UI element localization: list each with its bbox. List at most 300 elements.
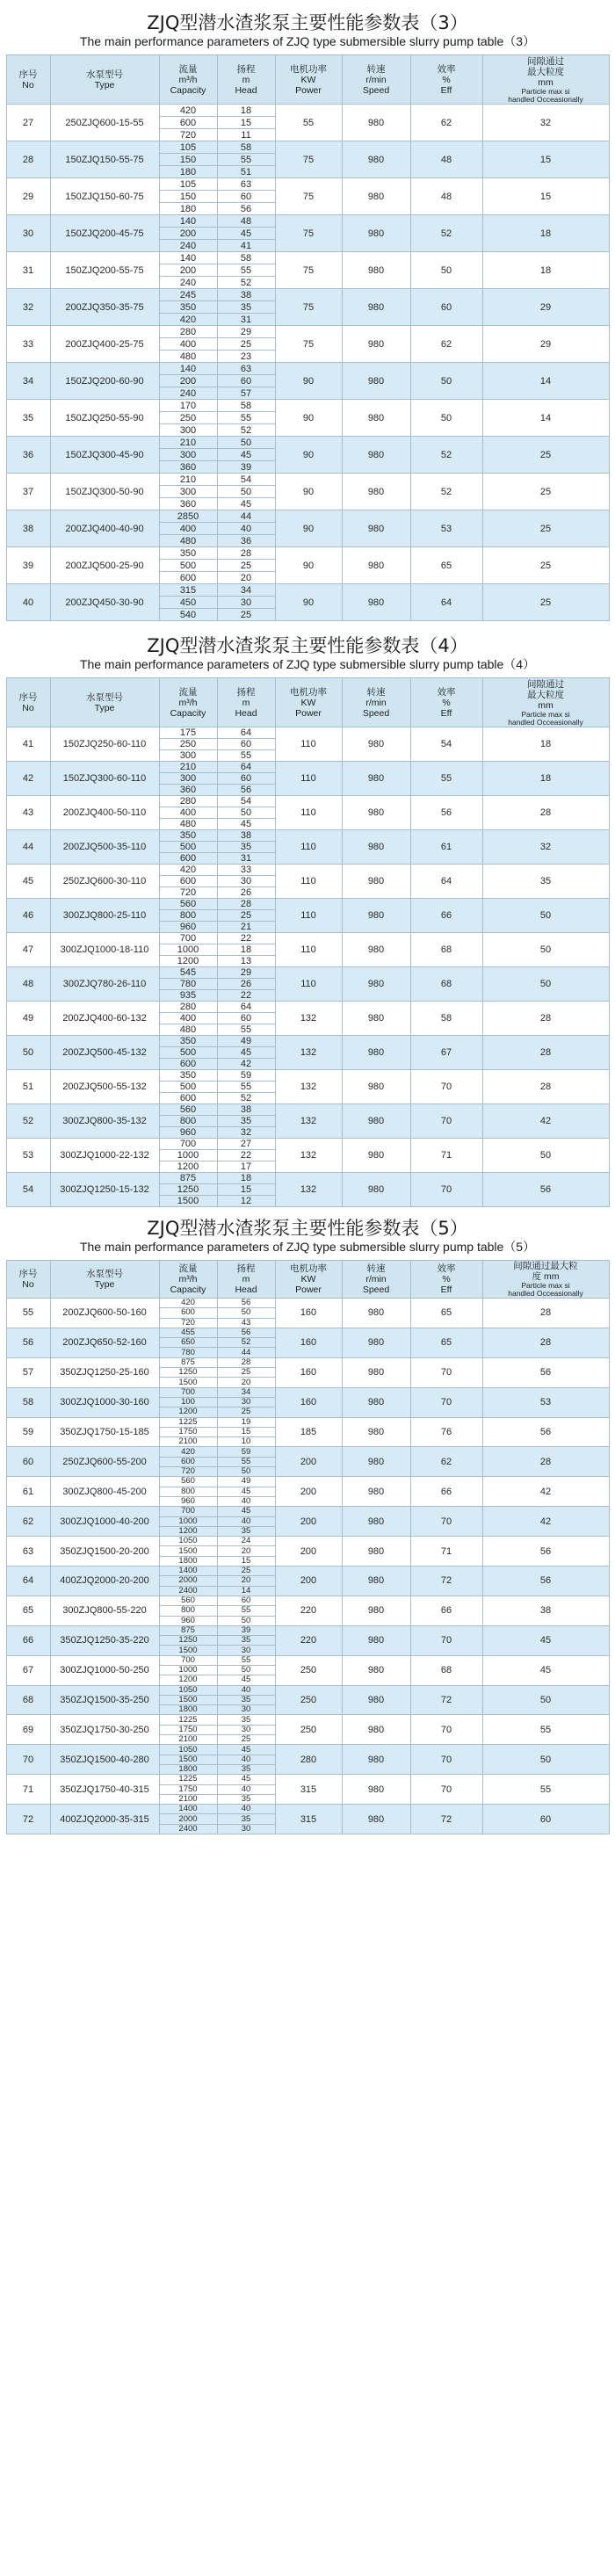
cell-speed: 980 — [342, 1139, 410, 1173]
cell-capacity: 240 — [159, 387, 217, 400]
cell-eff: 70 — [410, 1715, 482, 1745]
table-row — [6, 584, 609, 597]
cell-capacity: 420 — [159, 1447, 217, 1457]
header-eff-line: Eff — [440, 1284, 452, 1295]
cell-capacity: 2100 — [159, 1794, 217, 1804]
table-row — [6, 1417, 609, 1427]
cell-head: 52 — [217, 1338, 275, 1348]
cell-particle: 50 — [482, 933, 609, 967]
cell-power: 132 — [275, 1002, 342, 1036]
table-row — [6, 762, 609, 773]
cell-head: 40 — [217, 1516, 275, 1526]
cell-power: 132 — [275, 1139, 342, 1173]
table-row — [6, 1596, 609, 1605]
cell-no: 44 — [6, 830, 50, 865]
cell-capacity: 700 — [159, 1387, 217, 1397]
header-eff — [410, 1261, 482, 1299]
cell-eff: 70 — [410, 1745, 482, 1775]
cell-type: 350ZJQ1750-40-315 — [50, 1775, 159, 1805]
cell-capacity: 455 — [159, 1328, 217, 1337]
cell-eff: 67 — [410, 1036, 482, 1070]
cell-capacity: 960 — [159, 922, 217, 933]
cell-no: 51 — [6, 1070, 50, 1104]
cell-speed: 980 — [342, 1447, 410, 1477]
cell-head: 35 — [217, 1715, 275, 1725]
cell-capacity: 300 — [159, 773, 217, 785]
cell-particle: 42 — [482, 1507, 609, 1537]
cell-head: 60 — [217, 1596, 275, 1605]
header-eff-line: 效率 — [437, 1263, 456, 1274]
cell-capacity: 1400 — [159, 1805, 217, 1814]
cell-particle: 18 — [482, 762, 609, 796]
cell-power: 110 — [275, 762, 342, 796]
cell-eff: 48 — [410, 178, 482, 215]
cell-head: 25 — [217, 1735, 275, 1745]
header-head-line: m — [242, 1274, 250, 1284]
cell-head: 60 — [217, 739, 275, 750]
cell-capacity: 1500 — [159, 1755, 217, 1764]
cell-type: 300ZJQ1000-22-132 — [50, 1139, 159, 1173]
cell-particle: 14 — [482, 400, 609, 437]
table-row — [6, 1387, 609, 1397]
cell-power: 75 — [275, 215, 342, 252]
cell-speed: 980 — [342, 727, 410, 762]
table-row — [6, 1104, 609, 1116]
header-particle-line: 度 mm — [532, 1271, 560, 1282]
cell-power: 132 — [275, 1173, 342, 1207]
table-row — [6, 1328, 609, 1337]
cell-power: 200 — [275, 1447, 342, 1477]
header-type-line: 水泵型号 — [86, 69, 123, 80]
cell-type: 150ZJQ150-55-75 — [50, 141, 159, 178]
cell-head: 32 — [217, 1127, 275, 1139]
cell-head: 59 — [217, 1070, 275, 1082]
cell-power: 132 — [275, 1070, 342, 1104]
header-capacity-line: m³/h — [178, 697, 198, 708]
cell-capacity: 140 — [159, 363, 217, 375]
cell-eff: 70 — [410, 1507, 482, 1537]
cell-no: 49 — [6, 1002, 50, 1036]
header-capacity — [159, 678, 217, 727]
cell-particle: 55 — [482, 1775, 609, 1805]
cell-head: 35 — [217, 1636, 275, 1646]
cell-head: 60 — [217, 773, 275, 785]
cell-particle: 32 — [482, 105, 609, 141]
cell-head: 35 — [217, 301, 275, 314]
cell-eff: 66 — [410, 1477, 482, 1507]
table-row — [6, 1567, 609, 1576]
cell-eff: 48 — [410, 141, 482, 178]
cell-head: 21 — [217, 922, 275, 933]
cell-capacity: 875 — [159, 1625, 217, 1635]
cell-particle: 29 — [482, 289, 609, 326]
header-eff-line: % — [442, 1274, 451, 1284]
cell-eff: 50 — [410, 252, 482, 289]
table-row — [6, 400, 609, 412]
cell-capacity: 560 — [159, 1477, 217, 1487]
cell-capacity: 1000 — [159, 1665, 217, 1675]
cell-capacity: 150 — [159, 191, 217, 203]
cell-no: 59 — [6, 1417, 50, 1447]
cell-speed: 980 — [342, 289, 410, 326]
cell-no: 56 — [6, 1328, 50, 1357]
table-row — [6, 1299, 609, 1308]
cell-eff: 71 — [410, 1139, 482, 1173]
header-head-line: Head — [235, 84, 257, 96]
table-row — [6, 1655, 609, 1665]
cell-type: 300ZJQ1250-15-132 — [50, 1173, 159, 1207]
cell-head: 17 — [217, 1161, 275, 1173]
cell-head: 35 — [217, 1794, 275, 1804]
table-row — [6, 215, 609, 228]
cell-speed: 980 — [342, 363, 410, 400]
table-row — [6, 474, 609, 486]
cell-particle: 32 — [482, 830, 609, 865]
table-row — [6, 1507, 609, 1516]
cell-capacity: 875 — [159, 1357, 217, 1367]
cell-head: 31 — [217, 314, 275, 326]
cell-head: 26 — [217, 887, 275, 899]
cell-type: 150ZJQ200-60-90 — [50, 363, 159, 400]
cell-capacity: 1500 — [159, 1378, 217, 1387]
cell-head: 30 — [217, 1397, 275, 1407]
cell-power: 75 — [275, 252, 342, 289]
cell-speed: 980 — [342, 105, 410, 141]
table-row — [6, 899, 609, 910]
cell-eff: 64 — [410, 584, 482, 621]
cell-capacity: 200 — [159, 264, 217, 277]
cell-power: 250 — [275, 1715, 342, 1745]
cell-power: 90 — [275, 547, 342, 584]
cell-particle: 28 — [482, 1002, 609, 1036]
cell-speed: 980 — [342, 1173, 410, 1207]
cell-eff: 52 — [410, 215, 482, 252]
table-row — [6, 1625, 609, 1635]
table-row — [6, 105, 609, 117]
cell-particle: 25 — [482, 437, 609, 474]
header-particle-line: 间隙通过 — [527, 678, 564, 690]
cell-head: 35 — [217, 1695, 275, 1704]
cell-no: 27 — [6, 105, 50, 141]
header-type-line: Type — [94, 1279, 115, 1290]
cell-speed: 980 — [342, 510, 410, 547]
header-capacity-line: m³/h — [178, 1274, 198, 1284]
header-no — [6, 1261, 50, 1299]
cell-no: 72 — [6, 1805, 50, 1834]
cell-capacity: 280 — [159, 796, 217, 807]
cell-head: 15 — [217, 1427, 275, 1436]
cell-head: 11 — [217, 129, 275, 141]
cell-particle: 14 — [482, 363, 609, 400]
cell-capacity: 400 — [159, 338, 217, 351]
cell-head: 55 — [217, 412, 275, 424]
cell-speed: 980 — [342, 967, 410, 1002]
cell-capacity: 600 — [159, 853, 217, 865]
cell-head: 30 — [217, 1725, 275, 1734]
cell-head: 63 — [217, 363, 275, 375]
cell-type: 300ZJQ1000-40-200 — [50, 1507, 159, 1537]
section-title-cn: ZJQ型潜水渣浆泵主要性能参数表（5） — [147, 1218, 468, 1239]
cell-power: 75 — [275, 289, 342, 326]
cell-particle: 60 — [482, 1805, 609, 1834]
cell-capacity: 600 — [159, 117, 217, 129]
header-head — [217, 678, 275, 727]
header-particle — [482, 678, 609, 727]
cell-type: 300ZJQ1000-18-110 — [50, 933, 159, 967]
cell-speed: 980 — [342, 1104, 410, 1139]
cell-capacity: 1800 — [159, 1705, 217, 1715]
cell-speed: 980 — [342, 1002, 410, 1036]
header-power-line: KW — [300, 74, 316, 85]
header-type-line: 水泵型号 — [86, 1269, 123, 1279]
cell-speed: 980 — [342, 1299, 410, 1328]
cell-no: 71 — [6, 1775, 50, 1805]
header-particle-line: Particle max si — [521, 709, 570, 719]
cell-capacity: 2850 — [159, 510, 217, 523]
cell-head: 45 — [217, 1487, 275, 1496]
cell-no: 48 — [6, 967, 50, 1002]
cell-head: 50 — [217, 1308, 275, 1318]
table-row — [6, 510, 609, 523]
cell-capacity: 700 — [159, 933, 217, 944]
performance-table — [6, 54, 610, 621]
cell-head: 44 — [217, 510, 275, 523]
table-row — [6, 1715, 609, 1725]
cell-type: 200ZJQ500-25-90 — [50, 547, 159, 584]
cell-eff: 68 — [410, 967, 482, 1002]
cell-power: 200 — [275, 1567, 342, 1596]
cell-head: 25 — [217, 609, 275, 621]
cell-type: 350ZJQ1500-40-280 — [50, 1745, 159, 1775]
cell-head: 25 — [217, 560, 275, 572]
cell-no: 31 — [6, 252, 50, 289]
cell-capacity: 180 — [159, 203, 217, 215]
cell-no: 35 — [6, 400, 50, 437]
cell-eff: 71 — [410, 1537, 482, 1567]
header-capacity-line: 流量 — [178, 1263, 198, 1274]
cell-capacity: 875 — [159, 1173, 217, 1184]
header-row — [6, 678, 609, 727]
cell-type: 400ZJQ2000-20-200 — [50, 1567, 159, 1596]
header-no-line: No — [22, 1279, 34, 1290]
cell-capacity: 500 — [159, 842, 217, 853]
cell-eff: 70 — [410, 1070, 482, 1104]
table-section-4 — [5, 621, 610, 1207]
cell-particle: 28 — [482, 1447, 609, 1477]
table-row — [6, 1002, 609, 1013]
cell-no: 61 — [6, 1477, 50, 1507]
cell-speed: 980 — [342, 437, 410, 474]
table-section-3 — [5, 0, 610, 621]
cell-eff: 56 — [410, 796, 482, 830]
cell-power: 110 — [275, 865, 342, 899]
cell-type: 300ZJQ800-25-110 — [50, 899, 159, 933]
cell-head: 14 — [217, 1586, 275, 1596]
cell-head: 54 — [217, 474, 275, 486]
cell-capacity: 1500 — [159, 1546, 217, 1556]
cell-type: 200ZJQ400-60-132 — [50, 1002, 159, 1036]
cell-head: 28 — [217, 547, 275, 560]
cell-head: 20 — [217, 1546, 275, 1556]
cell-head: 35 — [217, 842, 275, 853]
cell-head: 40 — [217, 523, 275, 535]
header-power — [275, 55, 342, 105]
cell-head: 18 — [217, 944, 275, 956]
cell-head: 19 — [217, 1417, 275, 1427]
cell-capacity: 2000 — [159, 1814, 217, 1824]
cell-capacity: 800 — [159, 1606, 217, 1616]
cell-speed: 980 — [342, 1625, 410, 1655]
cell-capacity: 780 — [159, 979, 217, 990]
cell-head: 28 — [217, 1357, 275, 1367]
cell-head: 55 — [217, 264, 275, 277]
cell-power: 75 — [275, 178, 342, 215]
cell-head: 34 — [217, 584, 275, 597]
cell-particle: 55 — [482, 1715, 609, 1745]
header-speed-line: Speed — [362, 707, 390, 719]
header-capacity-line: Capacity — [170, 1284, 206, 1295]
cell-head: 50 — [217, 1616, 275, 1625]
header-capacity-line: 流量 — [178, 686, 198, 698]
table-row — [6, 326, 609, 338]
cell-speed: 980 — [342, 1596, 410, 1625]
cell-capacity: 960 — [159, 1616, 217, 1625]
cell-eff: 68 — [410, 1655, 482, 1685]
cell-speed: 980 — [342, 865, 410, 899]
cell-head: 64 — [217, 762, 275, 773]
cell-eff: 68 — [410, 933, 482, 967]
cell-no: 29 — [6, 178, 50, 215]
header-capacity-line: Capacity — [170, 707, 206, 719]
cell-no: 52 — [6, 1104, 50, 1139]
cell-no: 40 — [6, 584, 50, 621]
cell-head: 56 — [217, 1299, 275, 1308]
cell-speed: 980 — [342, 1417, 410, 1447]
cell-eff: 70 — [410, 1625, 482, 1655]
cell-head: 55 — [217, 1082, 275, 1093]
cell-head: 60 — [217, 375, 275, 387]
header-head-line: m — [242, 697, 250, 708]
cell-type: 200ZJQ400-50-110 — [50, 796, 159, 830]
header-particle-line: 间隙通过 — [527, 55, 564, 67]
table-row — [6, 1537, 609, 1546]
header-head-line: Head — [235, 707, 257, 719]
cell-capacity: 1000 — [159, 1150, 217, 1161]
cell-speed: 980 — [342, 1775, 410, 1805]
table-row — [6, 547, 609, 560]
cell-capacity: 700 — [159, 1655, 217, 1665]
cell-head: 30 — [217, 1646, 275, 1655]
cell-capacity: 1200 — [159, 1675, 217, 1685]
cell-head: 55 — [217, 1457, 275, 1466]
cell-capacity: 960 — [159, 1127, 217, 1139]
cell-power: 90 — [275, 400, 342, 437]
cell-particle: 18 — [482, 215, 609, 252]
cell-type: 250ZJQ600-30-110 — [50, 865, 159, 899]
cell-particle: 56 — [482, 1173, 609, 1207]
cell-capacity: 420 — [159, 865, 217, 876]
cell-capacity: 400 — [159, 807, 217, 819]
cell-capacity: 1200 — [159, 1161, 217, 1173]
cell-capacity: 1250 — [159, 1368, 217, 1378]
cell-no: 50 — [6, 1036, 50, 1070]
header-particle — [482, 1261, 609, 1299]
cell-head: 50 — [217, 437, 275, 449]
cell-capacity: 300 — [159, 424, 217, 437]
cell-head: 36 — [217, 535, 275, 547]
cell-head: 15 — [217, 117, 275, 129]
cell-type: 150ZJQ250-60-110 — [50, 727, 159, 762]
cell-power: 315 — [275, 1775, 342, 1805]
cell-power: 250 — [275, 1685, 342, 1715]
cell-head: 50 — [217, 1665, 275, 1675]
cell-eff: 65 — [410, 547, 482, 584]
header-capacity — [159, 55, 217, 105]
header-type — [50, 1261, 159, 1299]
header-speed — [342, 1261, 410, 1299]
table-row — [6, 1357, 609, 1367]
cell-type: 400ZJQ2000-35-315 — [50, 1805, 159, 1834]
cell-capacity: 500 — [159, 1082, 217, 1093]
cell-speed: 980 — [342, 400, 410, 437]
cell-particle: 56 — [482, 1537, 609, 1567]
cell-power: 200 — [275, 1507, 342, 1537]
cell-head: 64 — [217, 727, 275, 739]
cell-power: 110 — [275, 967, 342, 1002]
header-eff-line: % — [442, 74, 451, 85]
cell-speed: 980 — [342, 547, 410, 584]
cell-head: 41 — [217, 240, 275, 252]
cell-speed: 980 — [342, 899, 410, 933]
cell-no: 67 — [6, 1655, 50, 1685]
cell-capacity: 350 — [159, 1070, 217, 1082]
cell-eff: 62 — [410, 326, 482, 363]
header-type-line: Type — [94, 79, 115, 90]
cell-speed: 980 — [342, 1567, 410, 1596]
cell-head: 20 — [217, 1378, 275, 1387]
cell-capacity: 1000 — [159, 944, 217, 956]
cell-head: 50 — [217, 486, 275, 498]
cell-no: 36 — [6, 437, 50, 474]
cell-capacity: 1250 — [159, 1184, 217, 1196]
cell-capacity: 560 — [159, 899, 217, 910]
cell-head: 30 — [217, 876, 275, 887]
cell-head: 54 — [217, 796, 275, 807]
cell-head: 58 — [217, 141, 275, 154]
header-head-line: 扬程 — [236, 63, 256, 75]
header-head — [217, 1261, 275, 1299]
cell-capacity: 200 — [159, 228, 217, 240]
cell-head: 35 — [217, 1764, 275, 1774]
cell-power: 75 — [275, 326, 342, 363]
cell-capacity: 1225 — [159, 1417, 217, 1427]
cell-no: 28 — [6, 141, 50, 178]
cell-head: 42 — [217, 1059, 275, 1070]
cell-head: 38 — [217, 289, 275, 301]
cell-eff: 64 — [410, 865, 482, 899]
cell-power: 90 — [275, 584, 342, 621]
cell-head: 45 — [217, 228, 275, 240]
cell-capacity: 2400 — [159, 1586, 217, 1596]
cell-type: 300ZJQ780-26-110 — [50, 967, 159, 1002]
cell-head: 60 — [217, 191, 275, 203]
cell-capacity: 650 — [159, 1338, 217, 1348]
cell-speed: 980 — [342, 326, 410, 363]
cell-type: 150ZJQ300-50-90 — [50, 474, 159, 510]
cell-eff: 72 — [410, 1685, 482, 1715]
header-particle-line: handled Occeasionally — [508, 1289, 583, 1298]
cell-head: 30 — [217, 1824, 275, 1834]
